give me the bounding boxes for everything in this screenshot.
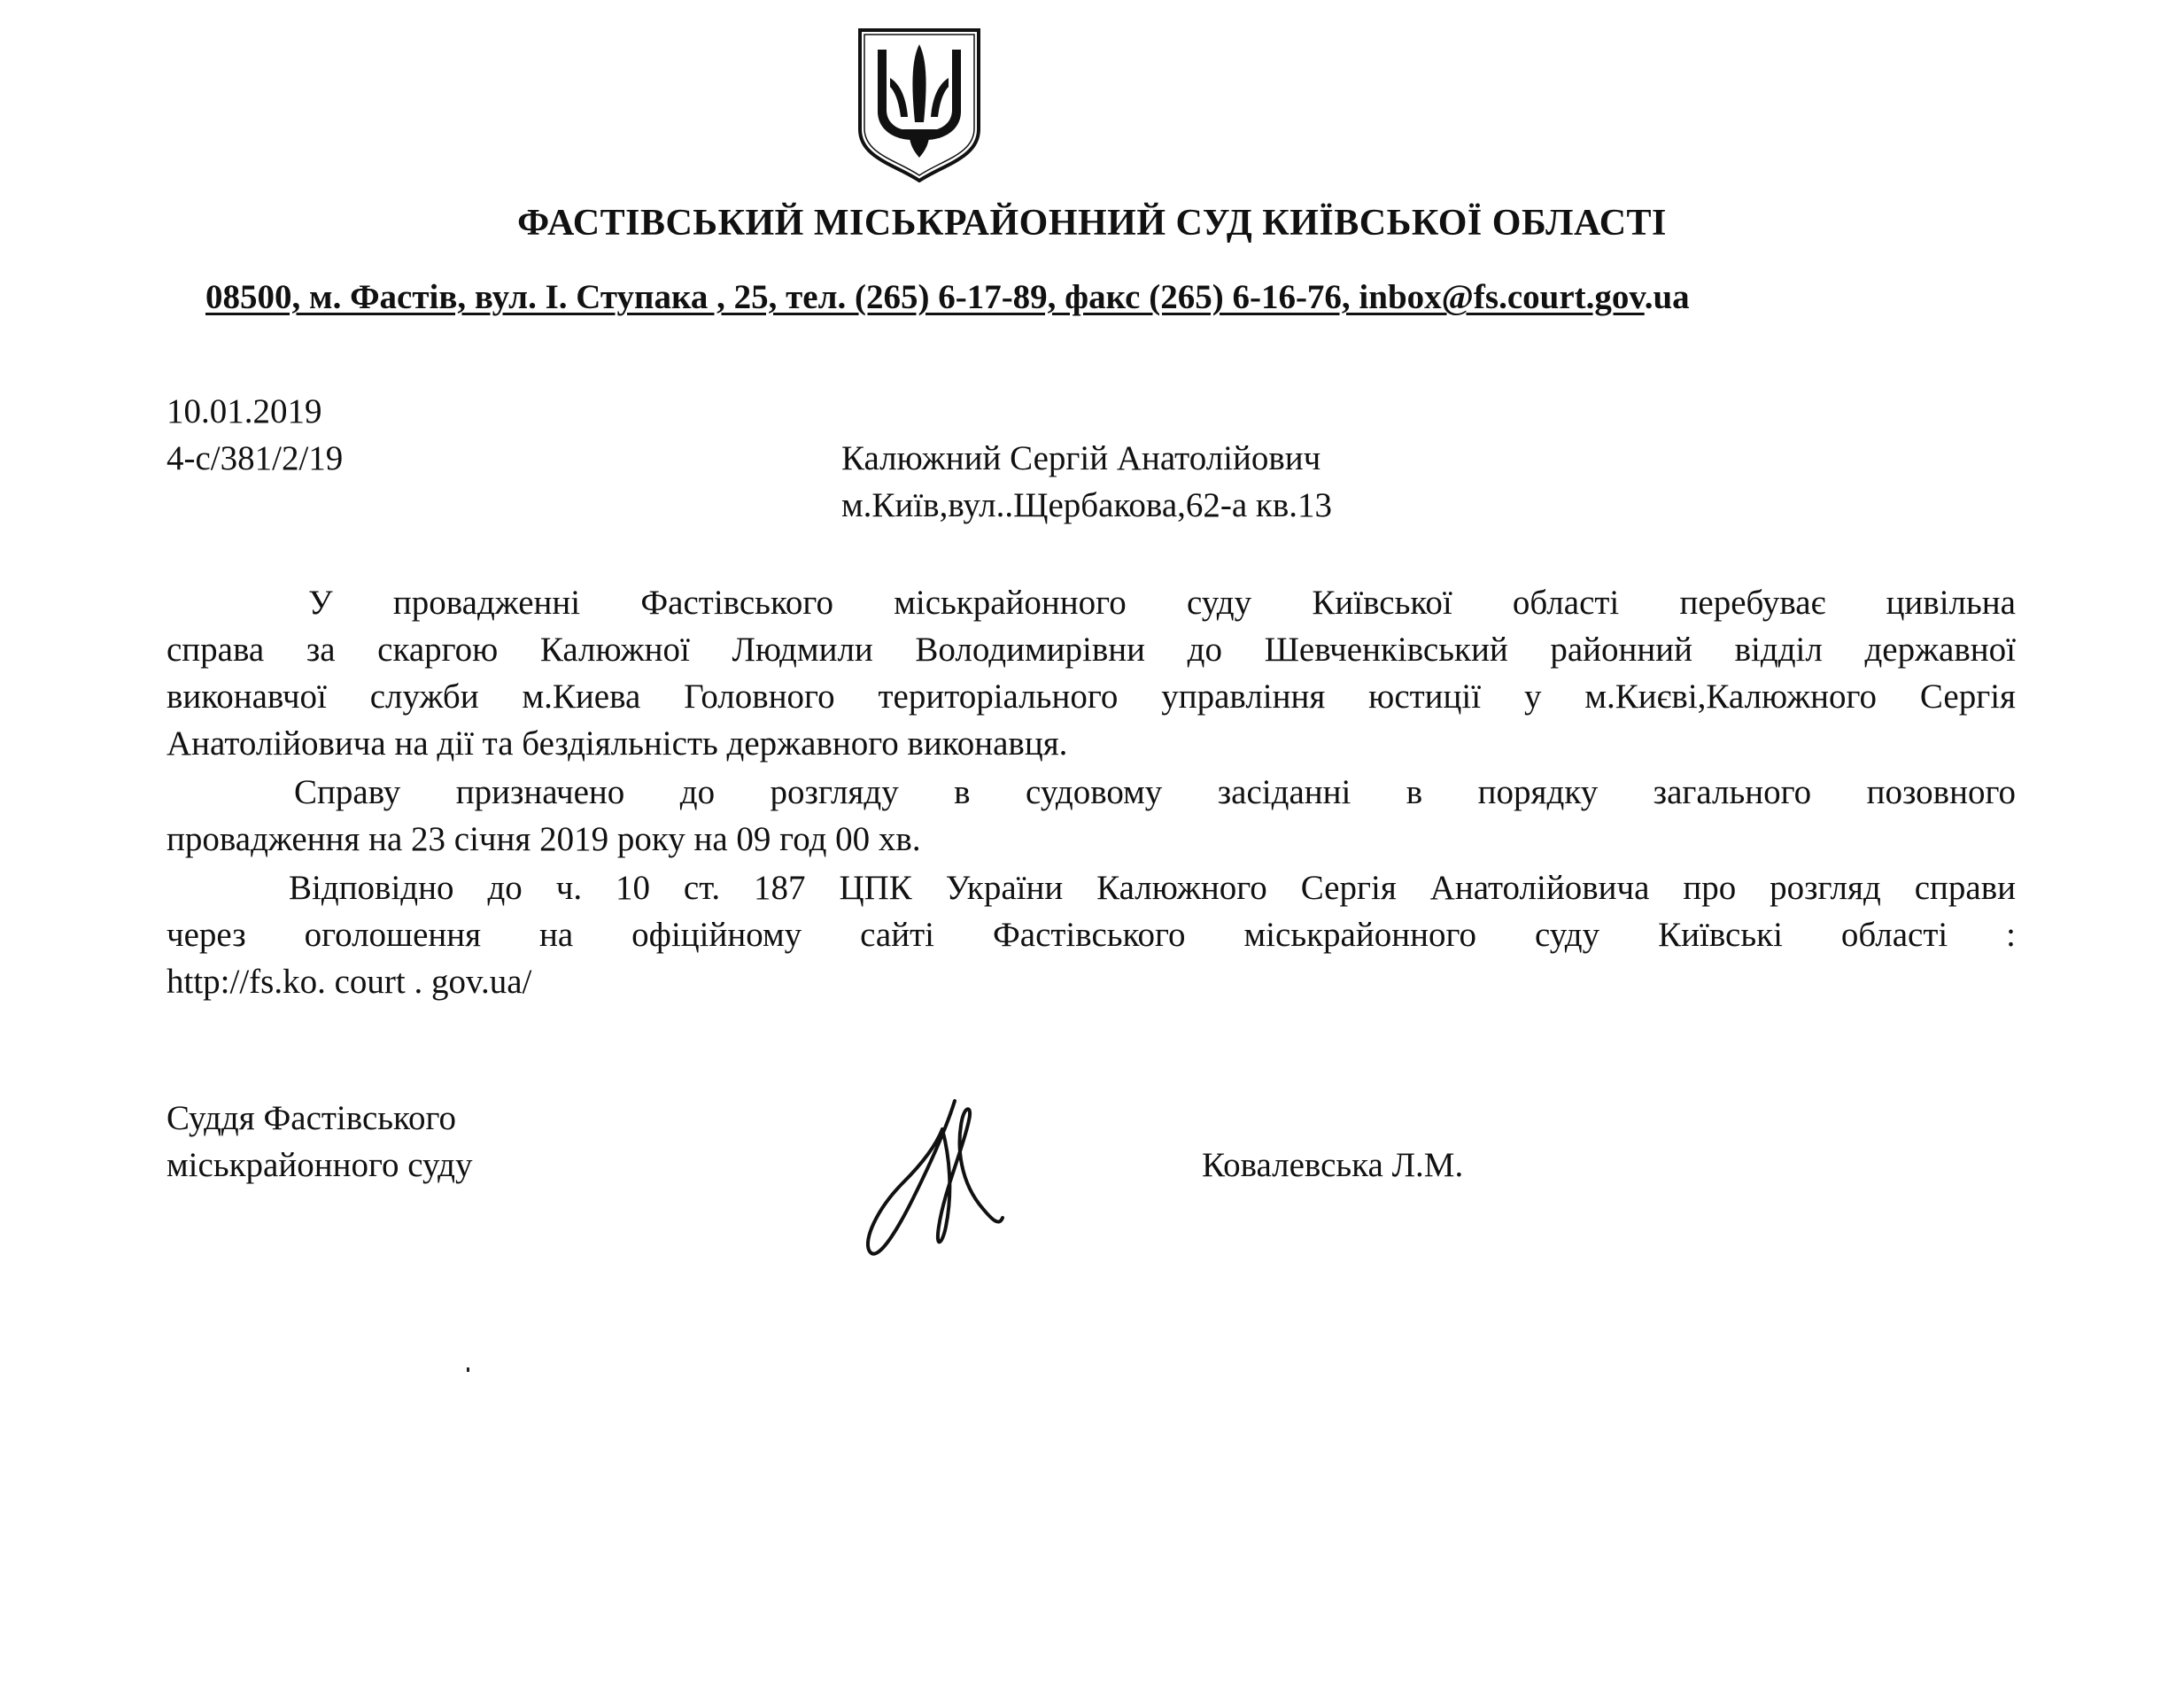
body-line: Відповідно до ч. 10 ст. 187 ЦПК України Калюжного Сергія Анатолійовича про розгляд справи (289, 869, 2016, 907)
coat-of-arms-icon (855, 25, 984, 182)
judge-title-line: Суддя Фастівського (167, 1099, 457, 1137)
body-line: через оголошення на офіційному сайті Фастівського міськрайонного суду Київські області : (167, 916, 2016, 954)
court-address-underlined: 08500, м. Фастів, вул. І. Ступака , 25, тел. (265) 6-17-89, факс (265) 6-16-76, inbox@fs.court.gov (205, 278, 1645, 316)
body-line: виконавчої служби м.Киева Головного територіального управління юстиції у м.Києві,Калюжного Сергія (167, 678, 2016, 716)
body-line: справа за скаргою Калюжної Людмили Володимирівни до Шевченківський районний відділ державної (167, 631, 2016, 669)
website-url: http://fs.ko. court . gov.ua/ (167, 963, 532, 1001)
judge-title-line: міськрайонного суду (167, 1146, 473, 1184)
court-name-heading: ФАСТІВСЬКИЙ МІСЬКРАЙОННИЙ СУД КИЇВСЬКОЇ ОБЛАСТІ (517, 203, 1667, 244)
handwritten-signature-icon (850, 1094, 1010, 1271)
scan-speck (467, 1367, 469, 1372)
letter-date: 10.01.2019 (167, 392, 322, 430)
recipient-address: м.Київ,вул..Щербакова,62-а кв.13 (841, 486, 1333, 524)
body-line: Анатолійовича на дії та бездіяльність державного виконавця. (167, 724, 1068, 763)
letter-reference-number: 4-с/381/2/19 (167, 439, 344, 477)
court-contact-line (205, 277, 1690, 317)
body-line: провадження на 23 січня 2019 року на 09 год 00 хв. (167, 820, 921, 858)
body-line: У провадженні Фастівського міськрайонного суду Київської області перебуває цивільна (308, 584, 2016, 622)
body-line: Справу призначено до розгляду в судовому засіданні в порядку загального позовного (294, 773, 2016, 811)
judge-name: Ковалевська Л.М. (1202, 1146, 1464, 1184)
recipient-name: Калюжний Сергій Анатолійович (841, 439, 1321, 477)
court-address-tail: .ua (1644, 278, 1690, 316)
